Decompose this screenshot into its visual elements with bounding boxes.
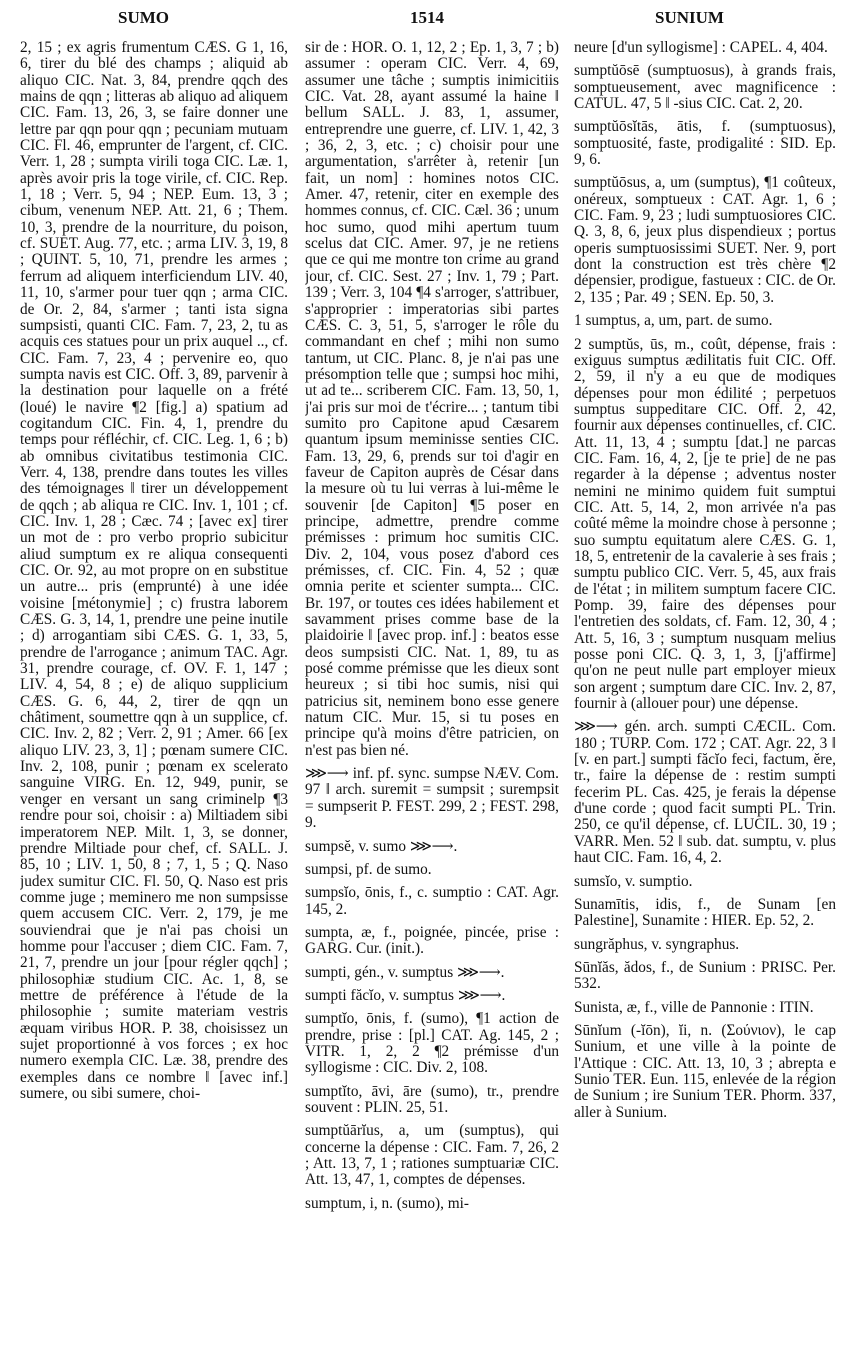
entry-sumptus-1: 1 sumptus, a, um, part. de sumo. (574, 312, 773, 330)
entry-sumpsi: sumpsi, pf. de sumo. (305, 860, 432, 878)
entry-sungraphus: sungrăphus, v. syngraphus. (574, 935, 740, 953)
running-head-right: SUNIUM (655, 8, 724, 27)
running-head-left: SUMO (118, 8, 169, 27)
entry-continuation: 2, 15 ; ex agris frumentum CÆS. G 1, 16, 6, tirer du blé des champs ; aliquid ab aliquo CIC. Nat. 3, 84, prendre qqch des mains de qqn ; litteras ab aliquo ad aliquem CIC. Fam. 13, 26, 3, se faire donner une lettre par qqn pour qqn ; pecuniam mutuam CIC. Fl. 46, emprunter de l'argent, cf. CIC. Verr. 1, 28 ; sumpta virili toga CIC. Læ. 1, après avoir pris la toge virile, cf. CIC. Rep. 1, 18 ; Verr. 5, 94 ; NEP. Eum. 13, 3 ; cibum, venenum NEP. Att. 21, 6 ; Them. 10, 3, prendre de la nourriture, du poison, cf. SUET. Aug. 77, etc. ; arma LIV. 3, 19, 8 ; QUINT. 5, 10, 71, prendre les armes ; ferrum ad aliquem interficiendum LIV. 40, 11, 10, s'armer pour tuer qqn ; arma CIC. de Or. 2, 84, s'armer ; tanti ista signa sumpsisti, quanti CIC. Fam. 7, 23, 2, tu as acquis ces statues pour un prix auquel .., cf. CIC. Fam. 7, 23, 4 ; pervenire eo, quo sumpta navis est CIC. Off. 3, 89, parvenir à la destination pour laquelle on a frété (loué) le navire ¶2 [fig.] a) spatium ad cogitandum CIC. Fin. 4, 1, prendre du temps pour réfléchir, cf. CIC. Leg. 1, 6 ; b) ab omnibus civitatibus testimonia CIC. Verr. 4, 138, prendre dans toutes les villes des témoignages ‖ tirer un développement de qqch ; ab aliqua re CIC. Inv. 1, 101 ; cf. CIC. Inv. 1, 28 ; Cæc. 74 ; [avec ex] tirer un mot de : pro verbo proprio subicitur aliud sumptum ex re aliqua consequenti CIC. Or. 92, au mot propre on en substitue un autre... pris (emprunté) à une idée voisine [métonymie] ; c) frustra laborem CÆS. G. 3, 14, 1, prendre une peine inutile ; d) arrogantiam sibi CÆS. G. 1, 33, 5, prendre de l'arrogance ; animum TAC. Agr. 31, prendre courage, cf. OV. F. 1, 147 ; LIV. 4, 54, 8 ; e) de aliquo supplicium CÆS. G. 6, 44, 2, tirer de qqn un châtiment, soumettre qqn à un supplice, cf. CIC. Inv. 2, 82 ; Verr. 2, 91 ; Amer. 66 [ex aliquo LIV. 23, 3, 1] ; pœnam sumere CIC. Inv. 2, 108, punir ; pœnam ex scelerato sanguine VIRG. En. 12, 949, punir, se venger en versant un sang criminelp ¶3 rendre pour soi, choisir : a) Miltiadem sibi imperatorem NEP. Milt. 1, 3, se donner, prendre Miltiade pour chef, cf. SALL. J. 85, 10 ; LIV. 1, 50, 8 ; 7, 1, 5 ; Q. Naso judex sumitur CIC. Fl. 50, Q. Naso est pris comme juge ; meminero me non sumpsisse quem accusem CIC. Verr. 2, 179, je me souviendrai que je n'ai pas choisi un homme pour l'accuser ; diem CIC. Fam. 7, 21, 7, prendre un jour [pour régler qqch] ; philosophiæ studium CIC. Ac. 1, 8, se mettre de préférence à l'étude de la philosophie ; sumite materiam vestris æquam viribus HOR. P. 38, choisissez un sujet proportionné à vos forces ; ex hoc numero exempla CIC. Læ. 38, prendre des exemples dans ce nombre ‖ [avec inf.] sumere, ou sibi sumere, choi- (20, 40, 288, 1102)
entry-sumsio: sumsĭo, v. sumptio. (574, 872, 693, 890)
entry-sunium: Sūnĭum (-ĭōn), ĭi, n. (Σούνιον), le cap Sunium, et une ville à la pointe de l'Attique : CIC. Att. 13, 10, 3 ; abrepta e Sunio TER. Eun. 115, enlevée de la région de Sunium ; ire Sunium TER. Phorm. 337, aller à Sunium. (574, 1021, 836, 1121)
entry-sumptus-2: 2 sumptŭs, ūs, m., coût, dépense, frais : exiguus sumptus ædilitatis fuit CIC. Off. 2, 59, il n'y a eu que de modiques dépenses pour mon édilité ; perpetuos sumptus suppeditare CIC. Off. 2, 42, fournir aux dépenses continuelles, cf. CIC. Att. 11, 13, 4 ; sumptu [dat.] ne parcas CIC. Fam. 16, 4, 2, [je te prie] de ne pas regarder à la dépense ; adventus noster nemini ne minimo quidem fuit sumptui CIC. Att. 5, 14, 2, mon arrivée n'a pas coûté même la moindre chose à personne ; suo sumptu equitatum alere CÆS. G. 1, 18, 5, entretenir de la cavalerie à ses frais ; sumptu publico CIC. Verr. 5, 45, aux frais de l'état ; in militem sumptum facere CIC. Pomp. 39, faire des dépenses pour l'entretien des soldats, cf. Fam. 12, 30, 4 ; Att. 5, 16, 3 ; sumptum nusquam melius posse poni CIC. Q. 3, 1, 3, [j'affirme] qu'on ne peut nulle part employer mieux son argent ; sumptum dare CIC. Inv. 2, 87, fournir à (allouer pour) une dépense. (574, 335, 836, 713)
column-1 (20, 40, 288, 1350)
entry-sumptuose: sumptŭōsē (sumptuosus), à grands frais, somptueusement, avec magnificence : CATUL. 47, 5 ‖ -sius CIC. Cat. 2, 20. (574, 62, 836, 113)
entry-continuation: sir de : HOR. O. 1, 12, 2 ; Ep. 1, 3, 7 ; b) assumer : operam CIC. Verr. 4, 69, assumer une tâche ; sumptis inimicitiis CIC. Vat. 28, ayant assumé la haine ‖ bellum SALL. J. 83, 1, assumer, entreprendre une guerre, cf. LIV. 1, 42, 3 ; 36, 2, 3, etc. ; c) choisir pour une argumentation, s'arrêter à, retenir [un fait, un nom] : homines notos CIC. Amer. 47, retenir, citer en exemple des hommes connus, cf. CIC. Cæl. 36 ; unum hoc sumo, quod mihi apertum tuum scelus dat CIC. Amer. 97, je ne retiens que ce qui me montre ton crime au grand jour, cf. CIC. Sest. 27 ; Inv. 1, 79 ; Part. 139 ; Verr. 3, 104 ¶4 s'arroger, s'attribuer, s'approprier : imperatorias sibi partes CÆS. C. 3, 51, 5, s'arroger le rôle du commandant en chef ; mihi non sumo tantum, ut CIC. Planc. 8, je n'ai pas une présomption telle que ; sumpsi hoc mihi, ut ad te... scriberem CIC. Fam. 13, 50, 1, j'ai pris sur moi de t'écrire... ; tantum tibi sumito pro Capitone apud Cæsarem quantum ipsum meminisse senties CIC. Fam. 13, 29, 6, prends sur toi d'agir en faveur de Capiton auprès de César dans la mesure où tu lui verras à lui-même le souvenir [de Capiton] ¶5 poser en principe, admettre, prendre comme prémisses : primum hoc sumitis CIC. Div. 2, 104, vous posez d'abord ces prémisses, cf. CIC. Fin. 4, 52 ; quæ omnia perite et scienter sumpta... CIC. Br. 197, or toutes ces idées habilement et savamment prises comme base de la plaidoirie ‖ [avec prop. inf.] : beatos esse deos sumpsisti CIC. Nat. 1, 89, tu as posé comme prémisse que les dieux sont heureux ; si tibi hoc sumis, nisi qui patricius sit, neminem bono esse genere natum CIC. Mur. 15, si tu poses en principe qu'à moins d'être patricien, on n'est pas bien né. (305, 40, 559, 759)
page-number: 1514 (410, 8, 444, 27)
entry-note: ⋙⟶ gén. arch. sumpti CÆCIL. Com. 180 ; TURP. Com. 172 ; CAT. Agr. 22, 3 ‖ [v. en part.] sumpti făcĭo feci, factum, ĕre, tr., faire la dépense de : restim sumpti fecerim PL. Cas. 425, je ferais la dépense d'une corde ; quod facit sumpti PL. Trin. 250, ce qu'il dépense, cf. LUCIL. 30, 19 ; VARR. Men. 52 ‖ sub. dat. sumptu, v. plus haut CIC. Fam. 16, 4, 2. (574, 718, 836, 867)
entry-sunamitis: Sunamītis, idis, f., de Sunam [en Palestine], Sunamite : HIER. Ep. 52, 2. (574, 895, 836, 930)
entry-sumpti: sumpti, gén., v. sumptus ⋙⟶. (305, 963, 505, 981)
entry-sumpta: sumpta, æ, f., poignée, pincée, prise : GARG. Cur. (init.). (305, 923, 559, 958)
entry-sumptio: sumptĭo, ōnis, f. (sumo), ¶1 action de prendre, prise : [pl.] CAT. Ag. 145, 2 ; VITR. 1, 2, 2 ¶2 prémisse d'un syllogisme : CIC. Div. 2, 108. (305, 1010, 559, 1077)
entry-sumpse: sumpsĕ, v. sumo ⋙⟶. (305, 837, 458, 855)
entry-sumptito: sumptĭto, āvi, āre (sumo), tr., prendre souvent : PLIN. 25, 51. (305, 1082, 559, 1116)
entry-sunista: Sunista, æ, f., ville de Pannonie : ITIN. (574, 998, 814, 1016)
entry-sumpsio: sumpsĭo, ōnis, f., c. sumptio : CAT. Agr. 145, 2. (305, 884, 559, 918)
column-3 (574, 40, 836, 1350)
entry-note: ⋙⟶ inf. pf. sync. sumpse NÆV. Com. 97 ‖ arch. suremit = sumpsit ; surempsit = sumpserit P. FEST. 299, 2 ; FEST. 298, 9. (305, 765, 559, 832)
entry-sunias: Sūnĭăs, ădos, f., de Sunium : PRISC. Per. 532. (574, 958, 836, 993)
entry-continuation: neure [d'un syllogisme] : CAPEL. 4, 404. (574, 40, 828, 56)
entry-sumpti-facio: sumpti făcĭo, v. sumptus ⋙⟶. (305, 986, 506, 1004)
column-2 (305, 40, 559, 1350)
entry-sumptuosus: sumptŭōsus, a, um (sumptus), ¶1 coûteux, onéreux, somptueux : CAT. Agr. 1, 6 ; CIC. Fam. 9, 23 ; ludi sumptuosiores CIC. Q. 3, 8, 6, jeux plus dispendieux ; portus operis sumptuosissimi SUET. Ner. 9, port dont la construction est très chère ¶2 dépensier, prodigue, fastueux : CIC. de Or. 2, 135 ; Par. 49 ; SEN. Ep. 50, 3. (574, 174, 836, 306)
entry-sumptuarius: sumptŭārĭus, a, um (sumptus), qui concerne la dépense : CIC. Fam. 7, 26, 2 ; Att. 13, 7, 1 ; rationes sumptuariæ CIC. Att. 13, 47, 1, comptes de dépenses. (305, 1122, 559, 1189)
page-header (0, 0, 854, 38)
entry-sumptuositas: sumptŭōsĭtās, ātis, f. (sumptuosus), somptuosité, faste, prodigalité : SID. Ep. 9, 6. (574, 118, 836, 169)
entry-sumptum: sumptum, i, n. (sumo), mi- (305, 1194, 470, 1212)
